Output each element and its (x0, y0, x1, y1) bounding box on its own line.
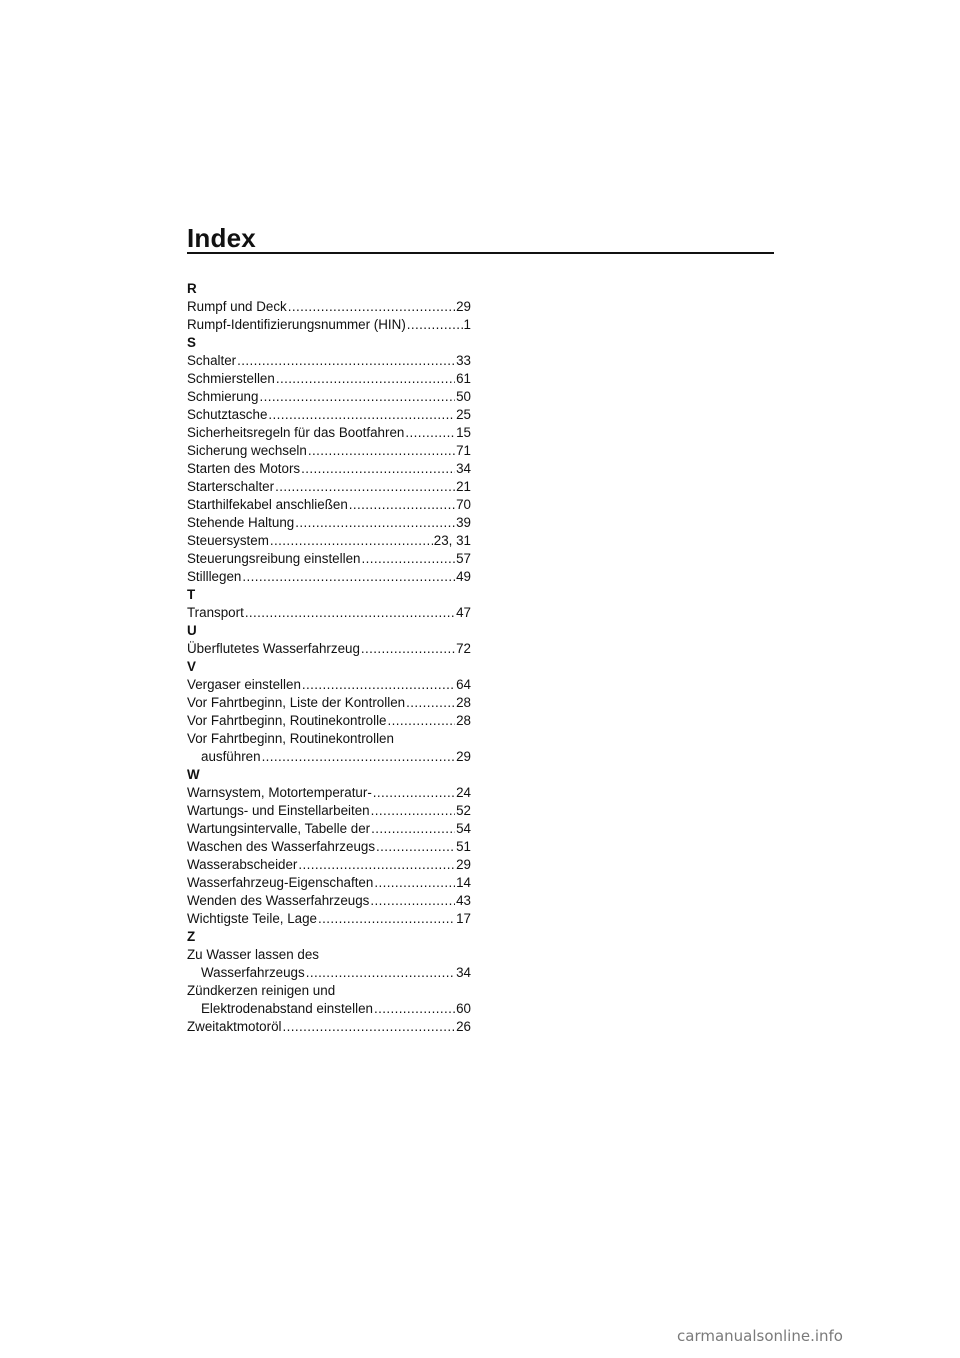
dot-leader (376, 838, 455, 856)
entry-term: ausführen (201, 749, 261, 764)
entry-page-number: 61 (456, 371, 471, 386)
index-entry (187, 640, 471, 658)
entry-page-number: 54 (456, 821, 471, 836)
entry-term: Zu Wasser lassen des (187, 947, 319, 962)
entry-term: Wasserfahrzeug-Eigenschaften (187, 875, 374, 890)
dot-leader (270, 532, 433, 550)
entry-term: Wasserfahrzeugs (201, 965, 305, 980)
index-entry (187, 406, 471, 424)
index-entry (187, 298, 471, 316)
entry-page-number: 52 (456, 803, 471, 818)
entry-term: Zündkerzen reinigen und (187, 983, 336, 998)
entry-page-number: 17 (456, 911, 471, 926)
entry-term: Warnsystem, Motortemperatur- (187, 785, 372, 800)
index-entry (187, 874, 471, 892)
entry-page-number: 26 (456, 1019, 471, 1034)
dot-leader (306, 964, 455, 982)
index-entry (187, 730, 471, 766)
section-letter: V (187, 659, 196, 674)
dot-leader (268, 406, 455, 424)
entry-page-number: 33 (456, 353, 471, 368)
index-entry (187, 712, 471, 730)
dot-leader (262, 748, 456, 766)
entry-page-number: 34 (456, 461, 471, 476)
dot-leader (275, 478, 455, 496)
entry-term: Stehende Haltung (187, 515, 295, 530)
entry-term: Steuersystem (187, 533, 269, 548)
entry-page-number: 47 (456, 605, 471, 620)
entry-term: Elektrodenabstand einstellen (201, 1001, 373, 1016)
index-entry (187, 856, 471, 874)
entry-page-number: 28 (456, 713, 471, 728)
dot-leader (373, 784, 455, 802)
index-entry (187, 676, 471, 694)
entry-page-number: 50 (456, 389, 471, 404)
entry-page-number: 29 (456, 857, 471, 872)
entry-term: Schutztasche (187, 407, 268, 422)
entry-term: Stilllegen (187, 569, 242, 584)
dot-leader (370, 892, 455, 910)
index-entry (187, 946, 471, 982)
section-letter: U (187, 623, 197, 638)
entry-page-number: 57 (456, 551, 471, 566)
dot-leader (407, 316, 463, 334)
entry-page-number: 23, 31 (433, 533, 471, 548)
entry-term: Steuerungsreibung einstellen (187, 551, 361, 566)
index-entry (187, 514, 471, 532)
index-entry (187, 460, 471, 478)
entry-term: Waschen des Wasserfahrzeugs (187, 839, 376, 854)
dot-leader (237, 352, 455, 370)
index-entry (187, 370, 471, 388)
dot-leader (302, 676, 455, 694)
entry-term: Schmierstellen (187, 371, 275, 386)
entry-term: Transport (187, 605, 244, 620)
index-entry (187, 316, 471, 334)
section-letter: R (187, 281, 197, 296)
entry-page-number: 70 (456, 497, 471, 512)
entry-page-number: 71 (456, 443, 471, 458)
entry-page-number: 1 (463, 317, 471, 332)
entry-term: Schalter (187, 353, 237, 368)
dot-leader (318, 910, 455, 928)
watermark-text: carmanualsonline.info (677, 1327, 843, 1345)
index-entry (187, 352, 471, 370)
index-entry (187, 982, 471, 1018)
index-entry (187, 532, 471, 550)
index-entry (187, 784, 471, 802)
index-entry (187, 604, 471, 622)
entry-term: Wenden des Wasserfahrzeugs (187, 893, 370, 908)
dot-leader (295, 514, 455, 532)
entry-term: Starterschalter (187, 479, 275, 494)
index-entry (187, 424, 471, 442)
dot-leader (406, 694, 455, 712)
dot-leader (361, 640, 455, 658)
index-entry (187, 1018, 471, 1036)
section-letter: Z (187, 929, 196, 944)
entry-page-number: 51 (456, 839, 471, 854)
entry-page-number: 49 (456, 569, 471, 584)
entry-term: Starten des Motors (187, 461, 301, 476)
dot-leader (276, 370, 455, 388)
entry-term: Wichtigste Teile, Lage (187, 911, 318, 926)
index-entry (187, 892, 471, 910)
entry-term: Starthilfekabel anschließen (187, 497, 348, 512)
dot-leader (361, 550, 455, 568)
entry-term: Wartungs- und Einstellarbeiten (187, 803, 370, 818)
entry-term: Überflutetes Wasserfahrzeug (187, 641, 360, 656)
index-entry (187, 802, 471, 820)
entry-page-number: 28 (456, 695, 471, 710)
index-entry (187, 910, 471, 928)
dot-leader (374, 1000, 455, 1018)
entry-page-number: 21 (456, 479, 471, 494)
dot-leader (308, 442, 455, 460)
entry-page-number: 29 (456, 299, 471, 314)
entry-term: Wasserabscheider (187, 857, 298, 872)
entry-page-number: 64 (456, 677, 471, 692)
entry-term: Vor Fahrtbeginn, Routinekontrollen (187, 731, 394, 746)
section-letter: W (187, 767, 200, 782)
entry-term: Sicherheitsregeln für das Bootfahren (187, 425, 405, 440)
index-entry (187, 820, 471, 838)
entry-page-number: 24 (456, 785, 471, 800)
dot-leader (283, 1018, 456, 1036)
entry-term: Rumpf und Deck (187, 299, 287, 314)
entry-continuation (187, 748, 471, 766)
dot-leader (371, 820, 455, 838)
entry-term: Rumpf-Identifizierungsnummer (HIN) (187, 317, 406, 332)
entry-term: Schmierung (187, 389, 259, 404)
entry-page-number: 29 (456, 749, 471, 764)
title-divider (187, 252, 774, 254)
dot-leader (242, 568, 455, 586)
page-title: Index (187, 223, 256, 253)
dot-leader (245, 604, 455, 622)
index-entry (187, 496, 471, 514)
entry-continuation (187, 964, 471, 982)
index-entry (187, 550, 471, 568)
dot-leader (405, 424, 455, 442)
entry-term: Vor Fahrtbeginn, Routinekontrolle (187, 713, 387, 728)
index-entry (187, 568, 471, 586)
dot-leader (371, 802, 455, 820)
entry-page-number: 25 (456, 407, 471, 422)
entry-term: Zweitaktmotoröl (187, 1019, 282, 1034)
entry-term: Wartungsintervalle, Tabelle der (187, 821, 371, 836)
dot-leader (298, 856, 455, 874)
index-entry (187, 478, 471, 496)
entry-term: Vor Fahrtbeginn, Liste der Kontrollen (187, 695, 406, 710)
entry-term: Vergaser einstellen (187, 677, 301, 692)
section-letter: S (187, 335, 196, 350)
entry-page-number: 34 (456, 965, 471, 980)
entry-page-number: 72 (456, 641, 471, 656)
section-letter: T (187, 587, 196, 602)
dot-leader (388, 712, 456, 730)
entry-page-number: 15 (456, 425, 471, 440)
dot-leader (301, 460, 455, 478)
dot-leader (349, 496, 455, 514)
entry-page-number: 43 (456, 893, 471, 908)
index-entry (187, 694, 471, 712)
entry-page-number: 39 (456, 515, 471, 530)
dot-leader (288, 298, 455, 316)
entry-page-number: 14 (456, 875, 471, 890)
index-entry (187, 388, 471, 406)
dot-leader (374, 874, 455, 892)
index-entry (187, 838, 471, 856)
index-list (187, 280, 471, 1036)
index-entry (187, 442, 471, 460)
entry-continuation (187, 1000, 471, 1018)
entry-term: Sicherung wechseln (187, 443, 307, 458)
dot-leader (259, 388, 455, 406)
entry-page-number: 60 (456, 1001, 471, 1016)
